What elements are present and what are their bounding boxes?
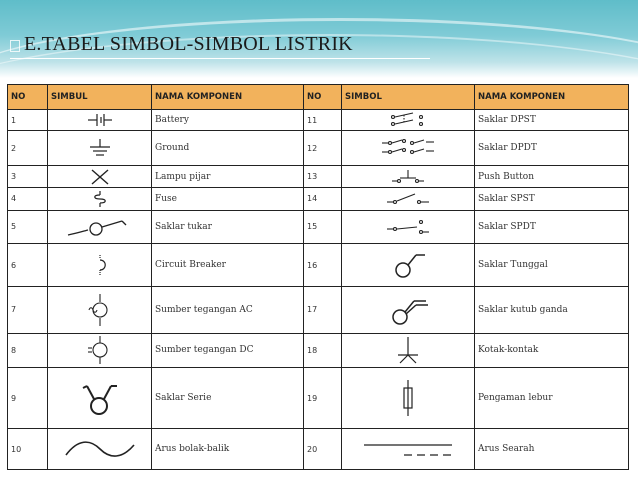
component-name: Saklar kutub ganda bbox=[475, 286, 629, 333]
dpdt-switch-icon bbox=[342, 131, 475, 166]
symbol-table bbox=[7, 84, 628, 470]
lamp-symbol-icon bbox=[48, 165, 152, 187]
row-number: 16 bbox=[304, 244, 342, 287]
single-switch-icon bbox=[342, 244, 475, 287]
row-number: 5 bbox=[8, 210, 48, 244]
table-row bbox=[8, 210, 629, 244]
row-number: 14 bbox=[304, 188, 342, 210]
component-name: Arus bolak-balik bbox=[152, 429, 304, 470]
table-row bbox=[8, 110, 629, 131]
component-name: Saklar DPDT bbox=[475, 131, 629, 166]
table-row bbox=[8, 165, 629, 187]
component-name: Push Button bbox=[475, 165, 629, 187]
table-row bbox=[8, 368, 629, 429]
table-row bbox=[8, 429, 629, 470]
row-number: 1 bbox=[8, 110, 48, 131]
table-row bbox=[8, 188, 629, 210]
header-cell: SIMBUL bbox=[48, 85, 152, 110]
page-title: E.TABEL SIMBOL-SIMBOL LISTRIK bbox=[24, 33, 353, 55]
row-number: 7 bbox=[8, 286, 48, 333]
double-pole-switch-icon bbox=[342, 286, 475, 333]
push-button-icon bbox=[342, 165, 475, 187]
row-number: 15 bbox=[304, 210, 342, 244]
series-switch-icon bbox=[48, 368, 152, 429]
dpst-switch-icon bbox=[342, 110, 475, 131]
spst-switch-icon bbox=[342, 188, 475, 210]
row-number: 4 bbox=[8, 188, 48, 210]
header-cell: NO bbox=[8, 85, 48, 110]
component-name: Battery bbox=[152, 110, 304, 131]
row-number: 12 bbox=[304, 131, 342, 166]
component-name: Saklar SPDT bbox=[475, 210, 629, 244]
table-header-row bbox=[8, 85, 629, 110]
component-name: Circuit Breaker bbox=[152, 244, 304, 287]
component-name: Lampu pijar bbox=[152, 165, 304, 187]
bullet-icon bbox=[10, 40, 20, 52]
row-number: 13 bbox=[304, 165, 342, 187]
component-name: Saklar DPST bbox=[475, 110, 629, 131]
row-number: 10 bbox=[8, 429, 48, 470]
ac-wave-icon bbox=[48, 429, 152, 470]
row-number: 9 bbox=[8, 368, 48, 429]
component-name: Saklar SPST bbox=[475, 188, 629, 210]
fuse-protector-icon bbox=[342, 368, 475, 429]
row-number: 3 bbox=[8, 165, 48, 187]
ac-source-icon bbox=[48, 286, 152, 333]
circuit-breaker-icon bbox=[48, 244, 152, 287]
row-number: 18 bbox=[304, 333, 342, 368]
row-number: 8 bbox=[8, 333, 48, 368]
table-row bbox=[8, 131, 629, 166]
header-cell: SIMBOL bbox=[342, 85, 475, 110]
header-cell: NO bbox=[304, 85, 342, 110]
component-name: Arus Searah bbox=[475, 429, 629, 470]
component-name: Saklar tukar bbox=[152, 210, 304, 244]
title-underline bbox=[10, 58, 430, 59]
header-cell: NAMA KOMPONEN bbox=[475, 85, 629, 110]
component-name: Saklar Tunggal bbox=[475, 244, 629, 287]
table-row bbox=[8, 286, 629, 333]
row-number: 6 bbox=[8, 244, 48, 287]
header-band bbox=[0, 0, 638, 78]
component-name: Saklar Serie bbox=[152, 368, 304, 429]
table-row bbox=[8, 333, 629, 368]
component-name: Pengaman lebur bbox=[475, 368, 629, 429]
component-name: Sumber tegangan DC bbox=[152, 333, 304, 368]
ground-symbol-icon bbox=[48, 131, 152, 166]
row-number: 11 bbox=[304, 110, 342, 131]
component-name: Fuse bbox=[152, 188, 304, 210]
socket-outlet-icon bbox=[342, 333, 475, 368]
row-number: 20 bbox=[304, 429, 342, 470]
table-row bbox=[8, 244, 629, 287]
row-number: 17 bbox=[304, 286, 342, 333]
spdt-switch-icon bbox=[342, 210, 475, 244]
component-name: Ground bbox=[152, 131, 304, 166]
header-cell: NAMA KOMPONEN bbox=[152, 85, 304, 110]
dc-source-icon bbox=[48, 333, 152, 368]
row-number: 19 bbox=[304, 368, 342, 429]
component-name: Sumber tegangan AC bbox=[152, 286, 304, 333]
changeover-switch-icon bbox=[48, 210, 152, 244]
component-name: Kotak-kontak bbox=[475, 333, 629, 368]
dc-current-icon bbox=[342, 429, 475, 470]
fuse-symbol-icon bbox=[48, 188, 152, 210]
row-number: 2 bbox=[8, 131, 48, 166]
battery-symbol-icon bbox=[48, 110, 152, 131]
